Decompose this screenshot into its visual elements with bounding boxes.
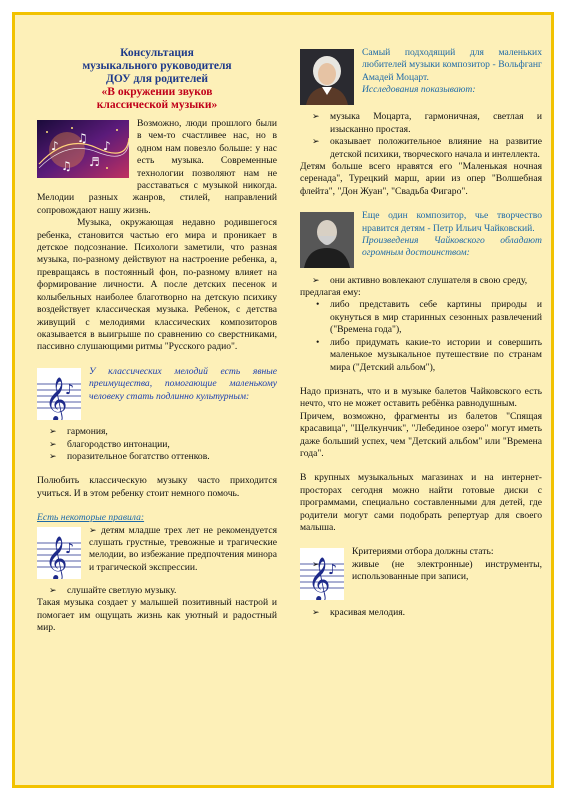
tchaikovsky-subpoints: [300, 299, 542, 373]
right-column: [300, 15, 542, 619]
list-item: • либо представить себе картины природы и окунуться в мир старинных сезонных развлечений ("Времена года"),: [300, 299, 542, 336]
advantages-list: [37, 426, 277, 463]
svg-text:𝄞: 𝄞: [308, 557, 331, 601]
list-item: ➢ слушайте светлую музыку.: [37, 585, 277, 597]
svg-text:♫: ♫: [61, 159, 72, 173]
list-item: ➢ благородство интонации,: [37, 439, 277, 451]
list-item: • либо придумать какие-то истории и совершить маленькое музыкальное путешествие по странам мира ("Детский альбом"),: [300, 337, 542, 374]
criteria-title: Критериями отбора должны стать:: [352, 546, 494, 558]
criteria-list: [300, 559, 542, 584]
treble-clef-icon: [37, 527, 81, 583]
tchaikovsky-portrait: [300, 212, 354, 272]
svg-text:𝄞: 𝄞: [45, 376, 68, 420]
ballet-paragraph-2: Причем, возможно, фрагменты из балетов "Спящая красавица", "Щелкунчик", "Лебединое озеро" могут иметь даже больший успех, чем "Детский альбом" или "Времена года".: [300, 410, 542, 459]
list-item: [300, 275, 542, 300]
list-item: ➢ музыка Моцарта, гармоничная, светлая и изысканно простая.: [300, 111, 542, 136]
tchaikovsky-intro: Еще один композитор, чье творчество нравится детям - Петр Ильич Чайковский.: [362, 210, 542, 234]
svg-text:♪: ♪: [65, 540, 74, 557]
list-item: ➢ красивая мелодия.: [300, 607, 542, 619]
criteria-text: живые (не электронные) инструменты, использованные при записи,: [352, 558, 542, 583]
tchaikovsky-merits: Произведения Чайковского обладают огромным достоинством:: [362, 235, 542, 259]
mozart-works: Детям больше всего нравятся его "Маленькая ночная серенада", Турецкий марш, арии из опер "Волшебная флейта", "Дон Жуан", "Свадьба Фигаро".: [300, 161, 542, 197]
paragraph-intro: Возможно, люди прошлого были в чем-то счастливее нас, но в одном нам повезло больше: у нас есть музыка. Современные технологии позволяют нам не расставаться с музыкой никогда. Мелодии разных жанров, стилей, направлений сопровождают нашу жизнь.: [37, 118, 277, 216]
research-title: Исследования показывают:: [362, 84, 476, 96]
svg-text:𝄞: 𝄞: [45, 535, 68, 579]
music-notes-image: [37, 120, 129, 182]
title-line: Консультация: [120, 47, 194, 59]
mozart-intro: Самый подходящий для маленьких любителей музыки композитор - Вольфганг Амадей Моцарт.: [362, 47, 542, 83]
criteria-list-2: [300, 607, 542, 619]
title-line-red: классической музыки»: [96, 99, 218, 111]
left-column: [37, 15, 277, 635]
list-item: [300, 559, 542, 584]
list-item: ➢ оказывает положительное влияние на развитие детской психики, творческого начала и интеллекта.: [300, 136, 542, 161]
svg-text:♫: ♫: [77, 131, 88, 145]
title-line: ДОУ для родителей: [105, 73, 209, 85]
rules-list: [37, 585, 277, 597]
list-item: ➢ гармония,: [37, 426, 277, 438]
mozart-points: [300, 111, 542, 161]
svg-text:♪: ♪: [51, 139, 59, 153]
svg-text:♬: ♬: [89, 155, 100, 169]
paragraph-positive: Такая музыка создает у малышей позитивный настрой и помогает им ощущать жизнь как уютный и радостный мир.: [37, 597, 277, 634]
rule-text: детям младше трех лет не рекомендуется слушать грустные, тревожные и трагические мелодии, во избежание предпочтения минора и трагической экспрессии.: [89, 524, 278, 573]
treble-clef-icon: [37, 368, 81, 424]
paragraph-learning: Полюбить классическую музыку часто приходится учиться. И в этом ребенку стоит немного помочь.: [37, 475, 277, 499]
point-text: они активно вовлекают слушателя в свою среду, предлагая ему:: [300, 274, 528, 299]
stores-paragraph: В крупных музыкальных магазинах и на интернет-просторах сегодня можно найти готовые диски с программами, специально составленными для детей, где родители могут сами подобрать репертуар для своего малыша.: [300, 472, 542, 533]
rules-title: Есть некоторые правила:: [37, 512, 145, 524]
svg-text:♪: ♪: [65, 381, 74, 398]
paragraph-development: Музыка, окружающая недавно родившегося ребенка, становится частью его мира и проникает в детское подсознание. Психологи заметили, что разная музыка, по-разному действуют на настроение ребенка, а, превращаясь в постоянный фон, по-разному влияет на формирование личности. А после детских песенок и колыбельных наиболее благотворно на детскую психику воздействует классическая музыка. Ребенок, с детства живущий с мелодиями классических композиторов оказывается в выигрыше по сравнению со сверстниками, пассивно слушающими ритмы "Русского радио".: [37, 217, 277, 353]
list-item: ➢ поразительное богатство оттенков.: [37, 451, 277, 463]
title-line: музыкального руководителя: [82, 60, 232, 72]
ballet-paragraph: Надо признать, что и в музыке балетов Чайковского есть нечто, что не может оставить ребёнка равнодушным.: [300, 385, 542, 410]
mozart-portrait: [300, 49, 354, 109]
rule-item: ➢ детям младше трех лет не рекомендуется слушать грустные, тревожные и трагические мелодии, во избежание предпочтения минора и трагической экспрессии.: [89, 524, 278, 573]
advantages-intro: У классических мелодий есть явные преимущества, помогающие маленькому человеку стать подлинно культурным:: [89, 365, 277, 402]
title-line-red: «В окружении звуков: [101, 86, 213, 98]
document-title: [37, 47, 277, 112]
tchaikovsky-point: [300, 275, 542, 300]
document-frame: [12, 12, 554, 788]
svg-text:♪: ♪: [328, 562, 337, 579]
svg-text:♪: ♪: [103, 139, 111, 153]
